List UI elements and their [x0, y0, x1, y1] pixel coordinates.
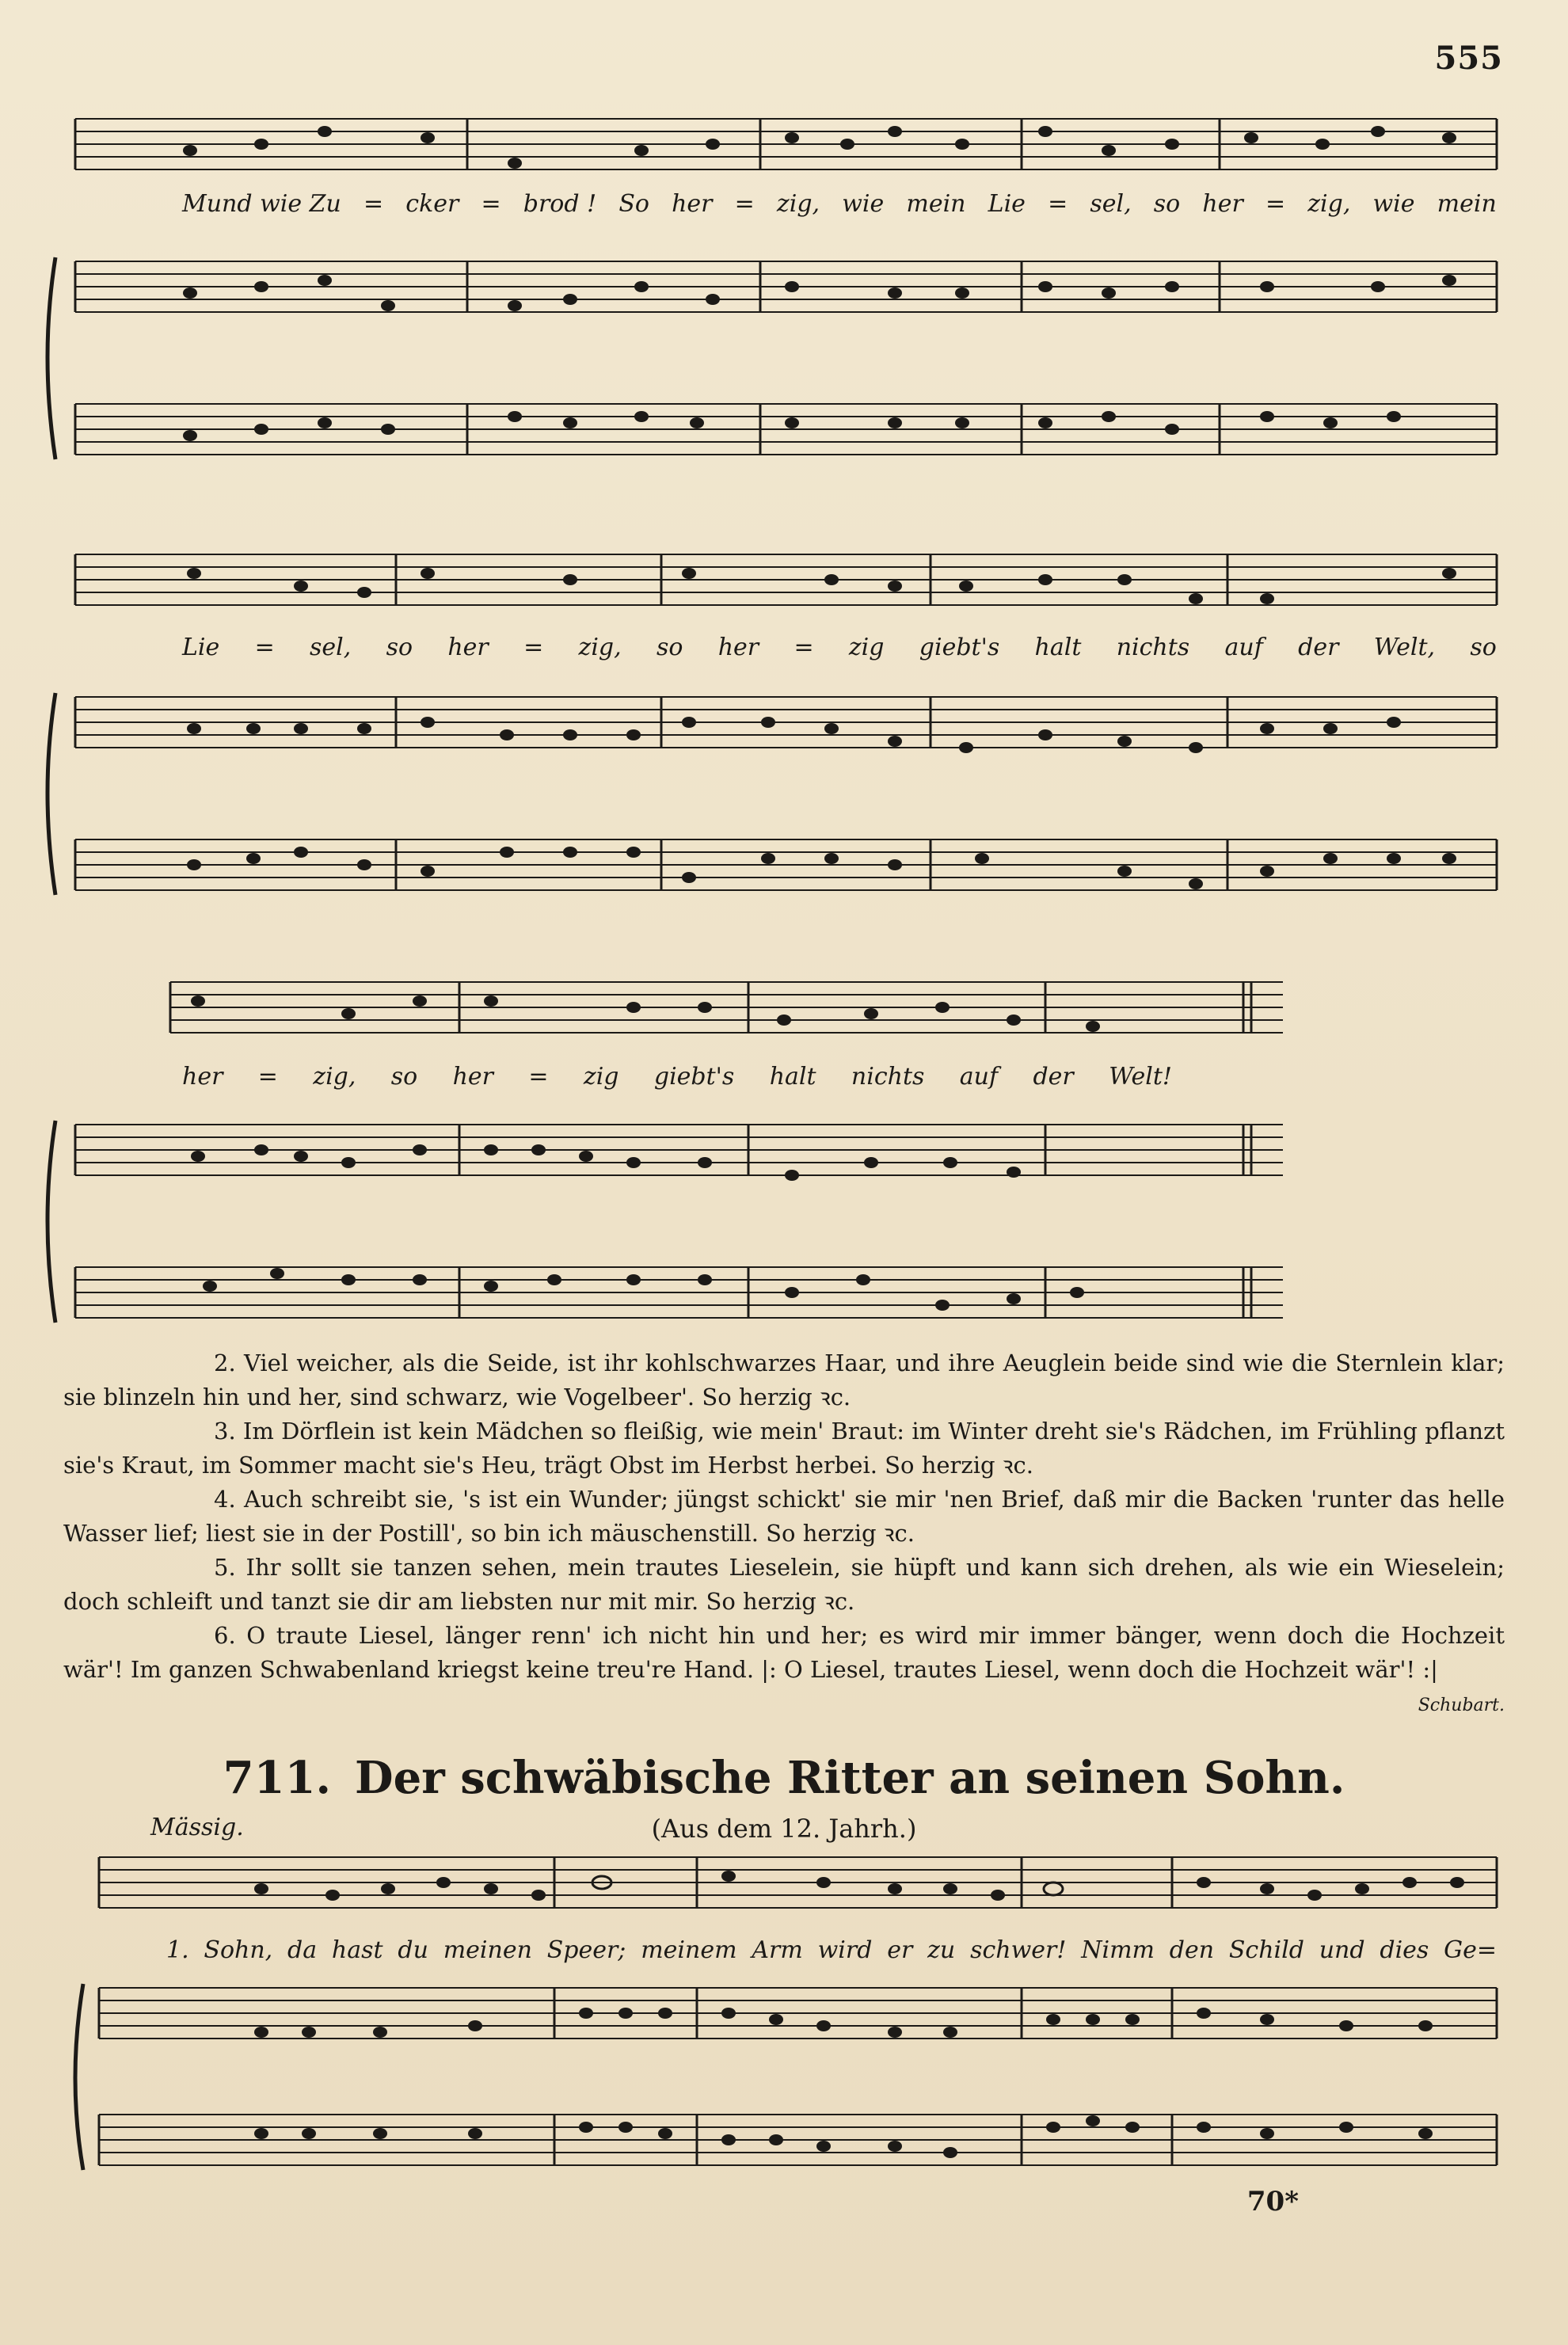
lyric-syllable: wird	[817, 1936, 873, 1964]
staff-piano-right	[75, 261, 1497, 312]
lyric-syllable: Ge=	[1444, 1936, 1497, 1964]
score-system-2	[0, 539, 1568, 935]
verse-6: 6. O traute Liesel, länger renn' ich nicht hin und her; es wird mir immer bänger, wenn doch die Hochzeit wär'! Im ganzen Schwabenland kriegst keine treu're Hand. |: O Liesel, trautes Liesel, wenn doch die Hochzeit wär'! :|	[63, 1622, 1505, 1683]
lyric-syllable: her	[1202, 190, 1243, 218]
lyric-syllable: =	[254, 634, 275, 661]
lyric-syllable: sel,	[1090, 190, 1132, 218]
staff-piano-right	[75, 697, 1497, 753]
lyric-syllable: Mund wie Zu	[182, 190, 341, 218]
piano-left-notes	[183, 411, 1401, 441]
lyric-syllable: auf	[1224, 634, 1263, 661]
piano-right-notes	[183, 275, 1456, 311]
piano-right-notes	[254, 2008, 1433, 2038]
lyric-syllable: Welt,	[1373, 634, 1436, 661]
lyric-syllable: so	[390, 1063, 418, 1091]
piano-left-notes	[254, 2115, 1433, 2158]
lyric-syllable: zig	[583, 1063, 619, 1091]
lyric-syllable: du	[398, 1936, 428, 1964]
staff-piano-left	[75, 839, 1497, 890]
lyric-syllable: Lie	[182, 634, 220, 661]
lyric-syllable: zig,	[776, 190, 820, 218]
voice-notes	[254, 1871, 1464, 1901]
lyric-syllable: so	[656, 634, 683, 661]
lyric-syllable: =	[523, 634, 544, 661]
lyric-syllable: Arm	[752, 1936, 803, 1964]
lyric-syllable: =	[734, 190, 755, 218]
lyric-syllable: Speer;	[546, 1936, 626, 1964]
lyric-syllable: so	[386, 634, 413, 661]
author-credit: Schubart.	[1418, 1696, 1505, 1715]
lyric-syllable: so	[1470, 634, 1497, 661]
staff-piano-right	[99, 1988, 1497, 2039]
lyric-syllable: giebt's	[919, 634, 1000, 661]
grand-staff-brace	[48, 693, 55, 895]
verses-section	[63, 1346, 1505, 1723]
piano-left-notes	[187, 847, 1456, 889]
lyric-syllable: zu	[927, 1936, 956, 1964]
lyric-syllable: dies	[1380, 1936, 1429, 1964]
song-subtitle: (Aus dem 12. Jahrh.)	[651, 1814, 917, 1844]
verse-5: 5. Ihr sollt sie tanzen sehen, mein trautes Lieselein, sie hüpft und kann sich drehen, als wie ein Wieselein; doch schleift und tanzt sie dir am liebsten nur mit mir. So herzig ꝛc.	[63, 1554, 1505, 1615]
lyric-syllable: meinem	[641, 1936, 737, 1964]
lyric-syllable: sel,	[310, 634, 352, 661]
staff-piano-left	[75, 1267, 1283, 1318]
lyric-syllable: =	[1265, 190, 1286, 218]
score-system-4	[0, 1841, 1568, 2214]
lyric-syllable: Schild	[1228, 1936, 1304, 1964]
lyric-syllable: Lie	[988, 190, 1026, 218]
staff-voice	[75, 119, 1497, 169]
lyric-syllable: meinen	[443, 1936, 532, 1964]
grand-staff-brace	[48, 1121, 55, 1323]
song-title	[0, 1752, 1568, 1804]
lyric-syllable: =	[794, 634, 814, 661]
lyric-syllable: Nimm	[1081, 1936, 1155, 1964]
lyric-syllable: =	[481, 190, 501, 218]
lyric-syllable: =	[257, 1063, 278, 1091]
voice-notes	[183, 126, 1456, 169]
lyric-syllable: =	[363, 190, 384, 218]
lyric-syllable: her	[717, 634, 759, 661]
lyric-syllable: Sohn,	[204, 1936, 273, 1964]
lyric-syllable: halt	[769, 1063, 816, 1091]
lyric-syllable: wie	[1372, 190, 1415, 218]
lyric-syllable: her	[452, 1063, 494, 1091]
lyric-syllable: da	[287, 1936, 318, 1964]
lyrics-line-4	[166, 1936, 1497, 1964]
lyric-syllable: nichts	[851, 1063, 925, 1091]
score-system-3	[0, 966, 1568, 1362]
verse-2: 2. Viel weicher, als die Seide, ist ihr kohlschwarzes Haar, und ihre Aeuglein beide sind wie die Sternlein klar; sie blinzeln hin und her, sind schwarz, wie Vogelbeer'. So herzig ꝛc.	[63, 1350, 1505, 1410]
lyric-syllable: brod !	[523, 190, 597, 218]
lyric-syllable: auf	[959, 1063, 999, 1091]
page-number: 555	[1434, 40, 1503, 77]
verse-4: 4. Auch schreibt sie, 's ist ein Wunder; jüngst schickt' sie mir 'nen Brief, daß mir die Backen 'runter das helle Wasser lief; liest sie in der Postill', so bin ich mäuschenstill. So herzig ꝛc.	[63, 1486, 1505, 1547]
tempo-marking: Mässig.	[150, 1814, 244, 1841]
lyric-syllable: hast	[331, 1936, 383, 1964]
staff-piano-left	[75, 404, 1497, 455]
staff-piano-right	[75, 1125, 1283, 1181]
lyric-syllable: 1.	[166, 1936, 189, 1964]
lyric-syllable: her	[672, 190, 713, 218]
staff-voice	[75, 554, 1497, 605]
song-number: 711.	[223, 1752, 332, 1804]
voice-notes	[187, 568, 1456, 604]
lyric-syllable: cker	[405, 190, 459, 218]
lyric-syllable: So	[618, 190, 649, 218]
lyric-syllable: her	[182, 1063, 223, 1091]
lyric-syllable: so	[1153, 190, 1181, 218]
staff-voice	[99, 1857, 1497, 1908]
lyric-syllable: der	[1033, 1063, 1074, 1091]
lyric-syllable: zig	[848, 634, 885, 661]
lyric-syllable: =	[528, 1063, 549, 1091]
lyric-syllable: er	[887, 1936, 913, 1964]
lyrics-line-1	[182, 190, 1497, 218]
voice-notes	[191, 995, 1100, 1032]
lyric-syllable: nichts	[1116, 634, 1190, 661]
score-system-1	[0, 103, 1568, 499]
lyric-syllable: mein	[906, 190, 966, 218]
staff-voice	[170, 982, 1283, 1033]
grand-staff-brace	[48, 257, 55, 459]
lyric-syllable: zig,	[313, 1063, 356, 1091]
lyric-syllable: her	[447, 634, 489, 661]
lyric-syllable: wie	[842, 190, 885, 218]
grand-staff-brace	[75, 1984, 83, 2170]
lyric-syllable: mein	[1437, 190, 1497, 218]
lyric-syllable: =	[1048, 190, 1068, 218]
verse-3: 3. Im Dörflein ist kein Mädchen so fleißig, wie mein' Braut: im Winter dreht sie's Rädchen, im Frühling pflanzt sie's Kraut, im Sommer macht sie's Heu, trägt Obst im Herbst herbei. So herzig ꝛc.	[63, 1418, 1505, 1479]
lyric-syllable: Welt!	[1109, 1063, 1172, 1091]
lyrics-line-3	[182, 1063, 1172, 1091]
song-title-text: Der schwäbische Ritter an seinen Sohn.	[355, 1752, 1345, 1804]
lyric-syllable: zig,	[578, 634, 622, 661]
staff-piano-left	[99, 2115, 1497, 2165]
lyric-syllable: zig,	[1307, 190, 1351, 218]
lyric-syllable: halt	[1034, 634, 1082, 661]
footer-signature: 70*	[1246, 2186, 1299, 2217]
lyric-syllable: schwer!	[970, 1936, 1067, 1964]
piano-left-notes	[203, 1268, 1084, 1311]
lyrics-line-2	[182, 634, 1497, 661]
lyric-syllable: der	[1298, 634, 1339, 661]
lyric-syllable: und	[1319, 1936, 1365, 1964]
lyric-syllable: giebt's	[653, 1063, 735, 1091]
lyric-syllable: den	[1169, 1936, 1215, 1964]
